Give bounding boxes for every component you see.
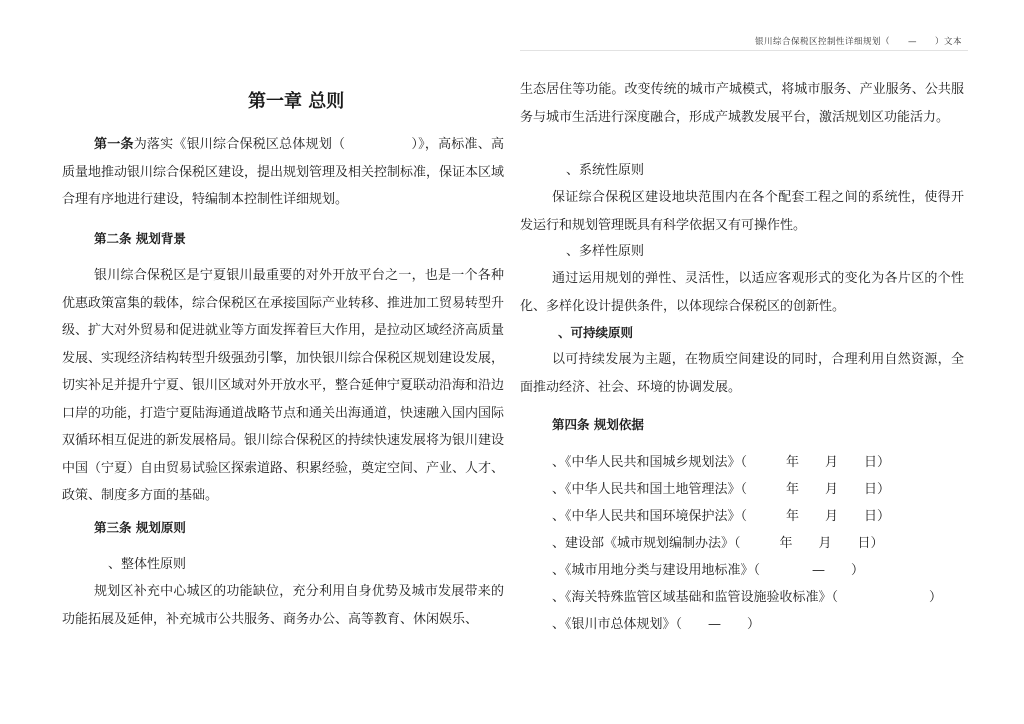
principle-3-text: 通过运用规划的弹性、灵活性，以适应客观形式的变化为各片区的个性化、多样化设计提供条件，以体现综合保税区的创新性。 (520, 271, 964, 314)
article-1 (62, 131, 504, 214)
reference-item: 、《城市用地分类与建设用地标准》（ — ） (552, 563, 865, 578)
principle-1-continued: 生态居住等功能。改变传统的城市产城模式，将城市服务、产业服务、公共服务与城市生活进行深度融合，形成产城教发展平台，激活规划区功能活力。 (520, 82, 964, 125)
chapter-title: 第一章 总则 (248, 91, 345, 112)
reference-item: 、《海关特殊监管区域基础和监管设施验收标准》（ ） (552, 590, 943, 605)
reference-list (520, 449, 964, 638)
principle-2-title: 、系统性原则 (566, 163, 645, 178)
article-1-label: 第一条 (94, 137, 134, 152)
reference-item: 、《银川市总体规划》（ — ） (552, 617, 761, 632)
header-rule (520, 50, 968, 51)
principle-3-title: 、多样性原则 (566, 244, 645, 259)
running-header: 银川综合保税区控制性详细规划（ — ）文本 (754, 37, 962, 47)
article-1-text: 为落实《银川综合保税区总体规划（ ）》，高标准、高质量地推动银川综合保税区建设，提出规划管理及相关控制标准，保证本区域合理有序地进行建设，特编制本控制性详细规划。 (62, 137, 505, 207)
reference-item: 、《中华人民共和国城乡规划法》（ 年 月 日） (552, 455, 891, 470)
principle-4-title: 、可持续原则 (558, 325, 634, 340)
reference-item: 、《中华人民共和国环境保护法》（ 年 月 日） (552, 509, 891, 524)
principle-1-title: 、整体性原则 (108, 557, 187, 572)
article-4-heading: 第四条 规划依据 (552, 417, 644, 432)
article-2-heading: 第二条 规划背景 (94, 231, 186, 246)
principle-4-text: 以可持续发展为主题，在物质空间建设的同时，合理利用自然资源，全面推动经济、社会、环境的协调发展。 (520, 352, 964, 395)
article-3-heading: 第三条 规划原则 (94, 520, 186, 535)
article-2-text: 银川综合保税区是宁夏银川最重要的对外开放平台之一，也是一个各种优惠政策富集的载体，综合保税区在承接国际产业转移、推进加工贸易转型升级、扩大对外贸易和促进就业等方面发挥着巨大作用，是拉动区域经济高质量发展、实现经济结构转型升级强劲引擎，加快银川综合保税区规划建设发展，切实补足并提升宁夏、银川区域对外开放水平，整合延伸宁夏联动沿海和沿边口岸的功能，打造宁夏陆海通道战略节点和通关出海通道，快速融入国内国际双循环相互促进的新发展格局。银川综合保税区的持续快速发展将为银川建设中国（宁夏）自由贸易试验区探索道路、积累经验，奠定空间、产业、人才、政策、制度多方面的基础。 (62, 268, 505, 503)
principle-1-text: 规划区补充中心城区的功能缺位，充分利用自身优势及城市发展带来的功能拓展及延伸，补充城市公共服务、商务办公、高等教育、休闲娱乐、 (62, 584, 504, 627)
principle-2-text: 保证综合保税区建设地块范围内在各个配套工程之间的系统性，使得开发运行和规划管理既具有科学依据又有可操作性。 (520, 190, 964, 233)
reference-item: 、《中华人民共和国土地管理法》（ 年 月 日） (552, 482, 891, 497)
reference-item: 、建设部《城市规划编制办法》（ 年 月 日） (552, 536, 884, 551)
